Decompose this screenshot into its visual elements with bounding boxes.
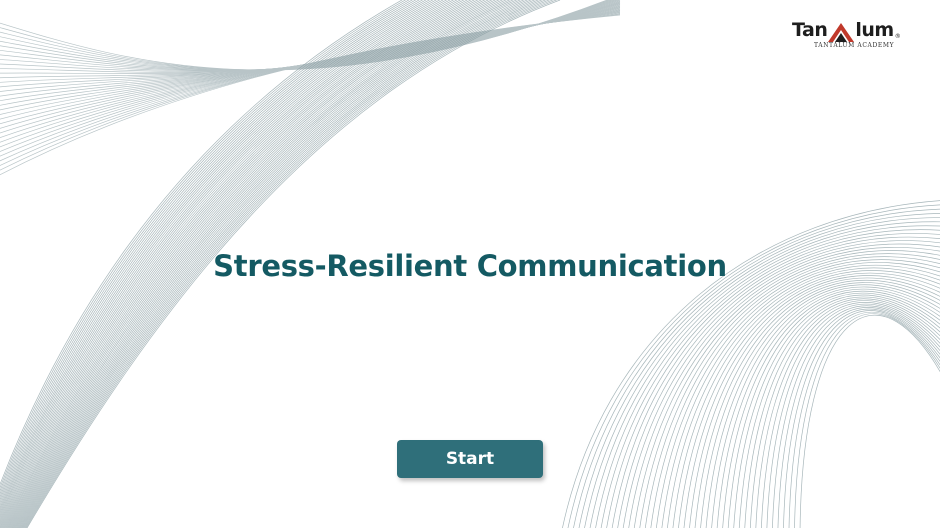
wave-line <box>0 6 620 107</box>
slide-title: Stress-Resilient Communication <box>213 249 727 283</box>
mountain-logo-icon <box>828 22 854 42</box>
tantalum-logo <box>792 18 918 52</box>
wave-line <box>0 5 620 102</box>
wave-line <box>0 0 620 71</box>
start-button[interactable]: Start <box>397 440 543 478</box>
wave-line <box>789 312 940 528</box>
registered-mark: ® <box>894 33 901 40</box>
wave-line <box>755 302 940 528</box>
wave-line <box>0 7 620 113</box>
wave-line <box>0 2 620 74</box>
wave-line <box>0 11 620 151</box>
wave-line <box>638 254 940 528</box>
wave-line <box>761 304 940 528</box>
logo-wordmark <box>792 18 900 42</box>
wave-line <box>800 315 940 528</box>
wave-line <box>772 307 940 528</box>
logo-word-right: lum <box>855 19 894 41</box>
wave-line <box>644 257 940 528</box>
wave-line <box>783 311 940 528</box>
wave-line <box>633 251 940 528</box>
logo-subtitle: TANTALUM ACADEMY <box>814 42 895 49</box>
logo-word-left: Tan <box>792 19 828 41</box>
wave-line <box>767 306 940 528</box>
